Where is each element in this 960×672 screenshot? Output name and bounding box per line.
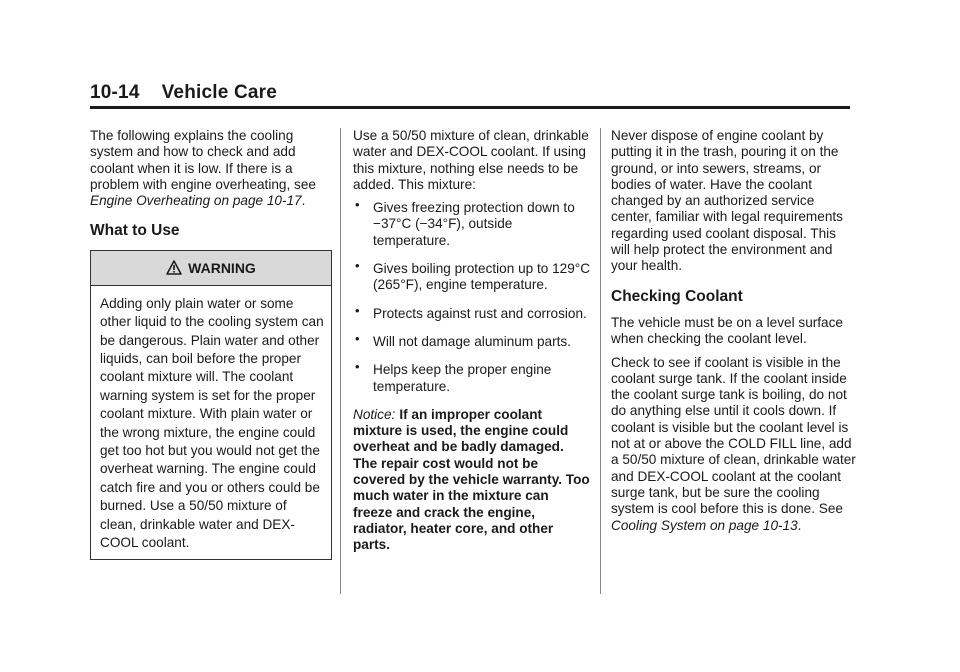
page-number: 10-14: [90, 82, 140, 103]
warning-triangle-icon: [166, 260, 182, 275]
column-right: [611, 128, 856, 541]
mixture-paragraph: Use a 50/50 mixture of clean, drinkable water and DEX-COOL coolant. If using this mixture, nothing else needs to be added. This mixture:: [353, 128, 589, 192]
column-divider: [340, 128, 341, 594]
warning-text: Adding only plain water or some other liquid to the cooling system can be dangerous. Plain water and other liquids, can boil before the proper coolant mixture will. The coolant warning system is set for the proper coolant mixture. With plain water or the wrong mixture, the engine could get too hot but you would not get the overheat warning. The engine could catch fire and you or others could be burned. Use a 50/50 mixture of clean, drinkable water and DEX-COOL coolant.: [100, 295, 324, 551]
notice-label: Notice:: [353, 406, 396, 422]
check-coolant-paragraph: Check to see if coolant is visible in the coolant surge tank. If the coolant inside the coolant surge tank is boiling, do not do anything else until it cools down. If coolant is visible but the coolant level is not at or above the COLD FILL line, add a 50/50 mixture of clean, drinkable water and DEX-COOL coolant at the coolant surge tank, but be sure the cooling system is cool before this is done. See Cooling System on page 10-13.: [611, 354, 856, 533]
disposal-paragraph: Never dispose of engine coolant by putting it in the trash, pouring it on the ground, or into sewers, streams, or bodies of water. Have the coolant changed by an authorized service center, familiar with legal requirements regarding used coolant disposal. This will help protect the environment and your health.: [611, 128, 843, 274]
mixture-benefits-list: [353, 197, 591, 395]
level-surface-paragraph: The vehicle must be on a level surface when checking the coolant level.: [611, 314, 843, 347]
warning-header: [91, 251, 331, 286]
column-left: [90, 128, 332, 560]
warning-title: WARNING: [188, 259, 256, 276]
notice-paragraph: [353, 407, 591, 554]
page-header: [90, 82, 277, 104]
intro-paragraph: The following explains the cooling system and how to check and add coolant when it is low. If there is a problem with engine overheating, see Engine Overheating on page 10-17.: [90, 128, 316, 209]
list-item: • Gives freezing protection down to −37°C (−34°F), outside temperature.: [355, 197, 575, 248]
list-item: • Gives boiling protection up to 129°C (265°F), engine temperature.: [355, 258, 591, 293]
list-item: • Helps keep the proper engine temperature.: [355, 359, 552, 394]
column-divider: [600, 128, 601, 594]
section-title: Vehicle Care: [161, 82, 278, 103]
cross-reference-link[interactable]: Engine Overheating on page 10-17: [90, 193, 302, 209]
cross-reference-link[interactable]: Cooling System on page 10-13: [611, 517, 798, 533]
warning-box: [90, 250, 332, 561]
list-item: • Protects against rust and corrosion.: [355, 302, 587, 321]
header-rule: [90, 106, 850, 109]
section-heading: Checking Coolant: [611, 287, 743, 305]
list-item: • Will not damage aluminum parts.: [355, 330, 571, 349]
column-middle: [353, 128, 591, 561]
notice-text: If an improper coolant mixture is used, the engine could overheat and be badly damaged. The repair cost would not be covered by the vehicle warranty. Too much water in the mixture can freeze and crack the engine, radiator, heater core, and other parts.: [353, 406, 590, 553]
section-heading: What to Use: [90, 222, 180, 240]
